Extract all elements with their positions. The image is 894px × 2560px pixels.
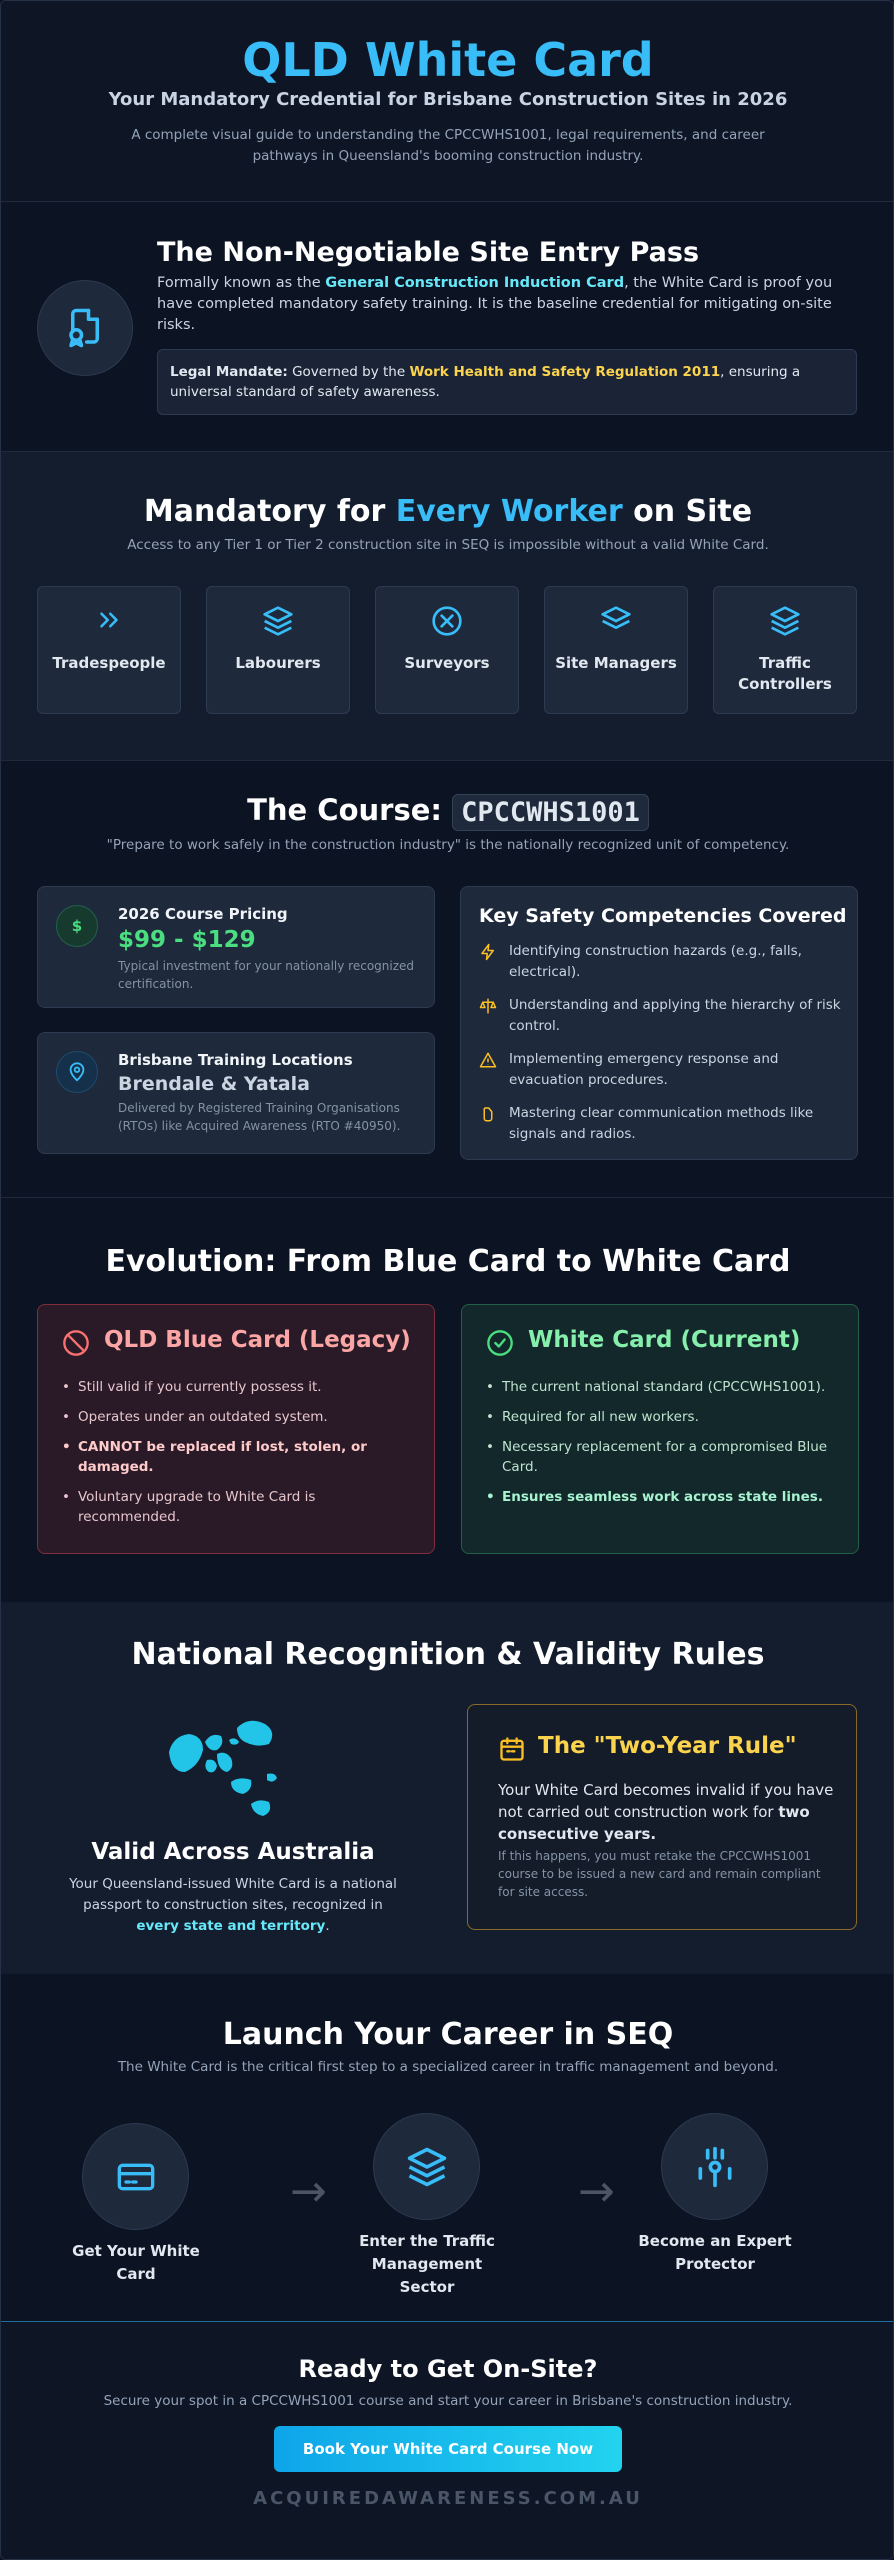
scale-icon — [479, 997, 497, 1015]
worker-label: Labourers — [235, 654, 321, 672]
competencies-title: Key Safety Competencies Covered — [479, 905, 847, 927]
white-card-panel — [461, 1304, 859, 1554]
page-subtitle: Your Mandatory Credential for Brisbane Construction Sites in 2026 — [108, 89, 788, 110]
warning-icon — [479, 1051, 497, 1069]
list-item: • CANNOT be replaced if lost, stolen, or damaged. — [62, 1437, 412, 1477]
traffic-control-icon — [661, 2113, 768, 2220]
worker-card-tradespeople — [37, 586, 181, 714]
rule-title: The "Two-Year Rule" — [538, 1733, 797, 1759]
worker-label: Traffic Controllers — [738, 654, 832, 693]
pricing-note: Typical investment for your nationally recognized certification. — [118, 959, 415, 991]
cta-title: Ready to Get On-Site? — [298, 2355, 598, 2383]
locations-note: Delivered by Registered Training Organisations (RTOs) like Acquired Awareness (RTO #40950). — [118, 1101, 401, 1133]
list-item: • Still valid if you currently possess it. — [62, 1377, 412, 1397]
list-item: • Voluntary upgrade to White Card is recommended. — [62, 1487, 412, 1527]
map-pin-icon — [56, 1051, 98, 1093]
pricing-value: $99 - $129 — [118, 927, 256, 953]
workers-title: Mandatory for Every Worker on Site — [143, 494, 753, 529]
arrow-right-icon: → — [578, 2166, 615, 2217]
entry-pass-title: The Non-Negotiable Site Entry Pass — [157, 237, 700, 268]
australia-map-icon — [159, 1714, 309, 1824]
card-icon — [82, 2123, 189, 2230]
pricing-card — [37, 886, 435, 1008]
blue-card-panel — [37, 1304, 435, 1554]
competency-item: Mastering clear communication methods like signals and radios. — [479, 1103, 849, 1145]
entry-pass-highlight: General Construction Induction Card — [325, 275, 625, 291]
list-item: • Required for all new workers. — [486, 1407, 836, 1427]
career-description: The White Card is the critical first step to a specialized career in traffic management and beyond. — [117, 2059, 779, 2075]
competency-item: Identifying construction hazards (e.g., falls, electrical). — [479, 941, 849, 983]
locations-value: Brendale & Yatala — [118, 1073, 310, 1095]
valid-text: Your Queensland-issued White Card is a national passport to construction sites, recognized in every state and territory. — [69, 1876, 397, 1934]
layers-icon — [545, 605, 687, 639]
rule-note: If this happens, you must retake the CPCCWHS1001 course to be issued a new card and remain compliant for site access. — [498, 1849, 821, 1899]
page-title: QLD White Card — [242, 33, 654, 87]
locations-label: Brisbane Training Locations — [118, 1051, 353, 1069]
blue-card-list — [62, 1377, 412, 1537]
check-circle-icon — [486, 1329, 514, 1357]
course-description: "Prepare to work safely in the construction industry" is the nationally recognized unit of competency. — [106, 837, 790, 853]
course-code: CPCCWHS1001 — [452, 794, 649, 831]
course-title: The Course: CPCCWHS1001 — [1, 793, 894, 831]
page-description: A complete visual guide to understanding the CPCCWHS1001, legal requirements, and career pathways in Queensland's booming construction industry. — [131, 127, 765, 164]
career-step-label: Enter the Traffic Management Sector — [359, 2232, 495, 2296]
list-item: • The current national standard (CPCCWHS1001). — [486, 1377, 836, 1397]
national-title: National Recognition & Validity Rules — [131, 1637, 765, 1672]
white-card-title: White Card (Current) — [528, 1327, 801, 1353]
header-section — [1, 1, 894, 201]
list-item: • Ensures seamless work across state lines. — [486, 1487, 836, 1507]
career-step-label: Become an Expert Protector — [638, 2232, 792, 2273]
worker-card-surveyors — [375, 586, 519, 714]
worker-card-labourers — [206, 586, 350, 714]
legal-label: Legal Mandate: — [170, 364, 288, 380]
layers-icon — [714, 605, 856, 639]
workers-description: Access to any Tier 1 or Tier 2 construction site in SEQ is impossible without a valid White Card. — [127, 537, 769, 553]
competency-item: Implementing emergency response and evacuation procedures. — [479, 1049, 849, 1091]
lightning-icon — [479, 943, 497, 961]
rule-text: Your White Card becomes invalid if you have not carried out construction work for two consecutive years. — [498, 1781, 834, 1843]
white-card-list — [486, 1377, 836, 1517]
evolution-title: Evolution: From Blue Card to White Card — [105, 1244, 791, 1279]
x-circle-icon — [376, 605, 518, 639]
worker-label: Tradespeople — [52, 654, 166, 672]
dollar-icon: $ — [56, 905, 98, 947]
competency-item: Understanding and applying the hierarchy of risk control. — [479, 995, 849, 1037]
career-step-label: Get Your White Card — [72, 2242, 200, 2283]
worker-card-traffic-controllers — [713, 586, 857, 714]
worker-label: Surveyors — [404, 654, 490, 672]
worker-card-site-managers — [544, 586, 688, 714]
pricing-label: 2026 Course Pricing — [118, 905, 288, 923]
locations-card — [37, 1032, 435, 1154]
legal-highlight: Work Health and Safety Regulation 2011 — [409, 364, 721, 380]
ban-icon — [62, 1329, 90, 1357]
book-course-button[interactable]: Book Your White Card Course Now — [274, 2426, 622, 2472]
worker-label: Site Managers — [555, 654, 677, 672]
cta-description: Secure your spot in a CPCCWHS1001 course and start your career in Brisbane's construction industry. — [103, 2393, 793, 2409]
valid-title: Valid Across Australia — [91, 1839, 375, 1865]
list-item: • Operates under an outdated system. — [62, 1407, 412, 1427]
arrow-right-icon: → — [290, 2166, 327, 2217]
hand-icon — [479, 1105, 497, 1123]
list-item: • Necessary replacement for a compromised Blue Card. — [486, 1437, 836, 1477]
layers-icon — [207, 605, 349, 639]
two-year-rule-card — [467, 1704, 857, 1930]
legal-mandate-box: Legal Mandate: Governed by the Work Health and Safety Regulation 2011, ensuring a universal standard of safety awareness. — [157, 349, 857, 415]
blue-card-title: QLD Blue Card (Legacy) — [104, 1327, 411, 1353]
entry-pass-text: Formally known as the General Construction Induction Card, the White Card is proof you have completed mandatory safety training. It is the baseline credential for mitigating on-site risks. — [157, 275, 833, 333]
layers-icon — [373, 2113, 480, 2220]
footer-url[interactable]: ACQUIREDAWARENESS.COM.AU — [253, 2488, 643, 2509]
career-title: Launch Your Career in SEQ — [222, 2017, 674, 2052]
chevrons-right-icon — [38, 605, 180, 639]
calendar-icon — [498, 1735, 526, 1763]
file-badge-icon — [37, 280, 133, 376]
competencies-card — [460, 886, 858, 1160]
